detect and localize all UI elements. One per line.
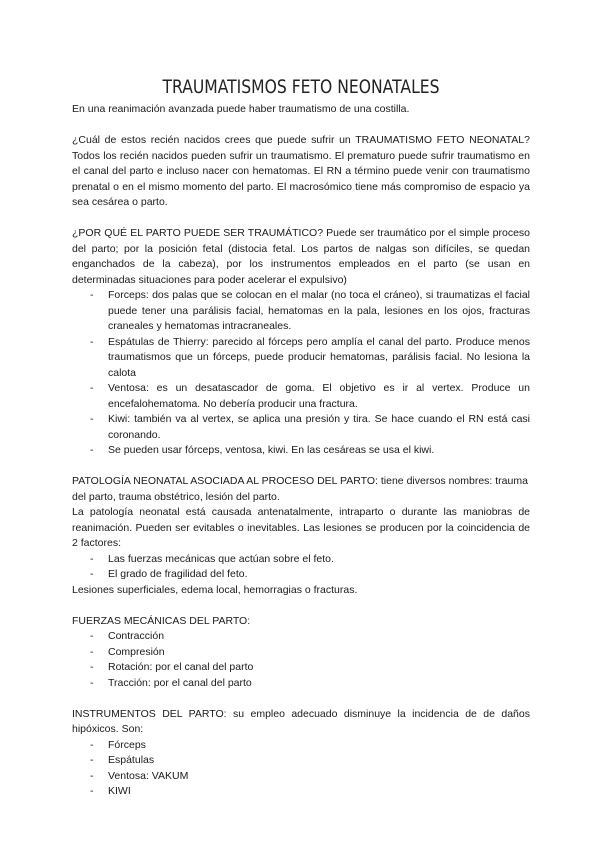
forces-heading: FUERZAS MECÁNICAS DEL PARTO: <box>72 614 251 627</box>
why-list <box>72 288 530 459</box>
list-item: - Rotación: por el canal del parto <box>108 660 530 676</box>
pathology-paragraph: La patología neonatal está causada antenatalmente, intraparto o durante las maniobras de reanimación. Pueden ser evitables o inevitables. Las lesiones se producen por la coincidencia de 2 factores: <box>72 506 530 549</box>
list-item: - Se pueden usar fórceps, ventosa, kiwi. En las cesáreas se usa el kiwi. <box>108 443 530 459</box>
list-item: - Tracción: por el canal del parto <box>108 676 530 692</box>
list-item: - Ventosa: es un desatascador de goma. El objetivo es ir al vertex. Produce un encefalohematoma. No debería producir una fractura. <box>108 381 530 412</box>
list-item: - Compresión <box>108 645 530 661</box>
forces-list <box>72 629 530 691</box>
list-item: - Fórceps <box>108 738 530 754</box>
intro-line: En una reanimación avanzada puede haber traumatismo de una costilla. <box>72 103 410 115</box>
instruments-list <box>72 738 530 800</box>
instruments-paragraph: INSTRUMENTOS DEL PARTO: su empleo adecuado disminuye la incidencia de de daños hipóxicos. Son: <box>72 707 530 735</box>
list-item: - Contracción <box>108 629 530 645</box>
pathology-list <box>72 552 530 583</box>
spacer <box>72 118 530 134</box>
lesions-line: Lesiones superficiales, edema local, hemorragias o fracturas. <box>72 583 358 596</box>
why-paragraph: ¿POR QUÉ EL PARTO PUEDE SER TRAUMÁTICO? Puede ser traumático por el simple proceso del parto; por la posición fetal (distocia fetal. Los partos de nalgas son difíciles, se quedan enganchados de la cabeza), por los instrumentos empleados en el parto (se usan en determinadas situaciones para poder acelerar el expulsivo) <box>72 227 530 286</box>
spacer <box>72 211 530 227</box>
spacer <box>72 459 530 475</box>
list-item: - El grado de fragilidad del feto. <box>108 567 530 583</box>
list-item: - Ventosa: VAKUM <box>108 769 530 785</box>
list-item: - Forceps: dos palas que se colocan en el malar (no toca el cráneo), si traumatizas el facial puede tener una parálisis facial, hematomas en la pala, lesiones en los ojos, fracturas craneales y hematomas intracraneales. <box>108 288 530 335</box>
document-title: TRAUMATISMOS FETO NEONATALES <box>162 76 440 98</box>
list-item: - Espátulas de Thierry: parecido al fórceps pero amplía el canal del parto. Produce menos traumatismos que un fórceps, puede producir hematomas, parálisis facial. No lesiona la calota <box>108 335 530 382</box>
spacer <box>72 598 530 614</box>
list-item: - Espátulas <box>108 753 530 769</box>
pathology-heading: PATOLOGÍA NEONATAL ASOCIADA AL PROCESO DEL PARTO: tiene diversos nombres: trauma del parto, trauma obstétrico, lesión del parto. <box>72 475 528 503</box>
spacer <box>72 691 530 707</box>
list-item: - Kiwi: también va al vertex, se aplica una presión y tira. Se hace cuando el RN está casi coronando. <box>108 412 530 443</box>
list-item: - KIWI <box>108 784 530 800</box>
question-paragraph: ¿Cuál de estos recién nacidos crees que puede sufrir un TRAUMATISMO FETO NEONATAL? Todos los recién nacidos pueden sufrir un traumatismo. El prematuro puede sufrir traumatismo en el canal del parto e incluso nacer con hematomas. El RN a término puede venir con traumatismo prenatal o en el mismo momento del parto. El macrosómico tiene más compromiso de espacio ya sea cesárea o parto. <box>72 134 530 208</box>
list-item: - Las fuerzas mecánicas que actúan sobre el feto. <box>108 552 530 568</box>
